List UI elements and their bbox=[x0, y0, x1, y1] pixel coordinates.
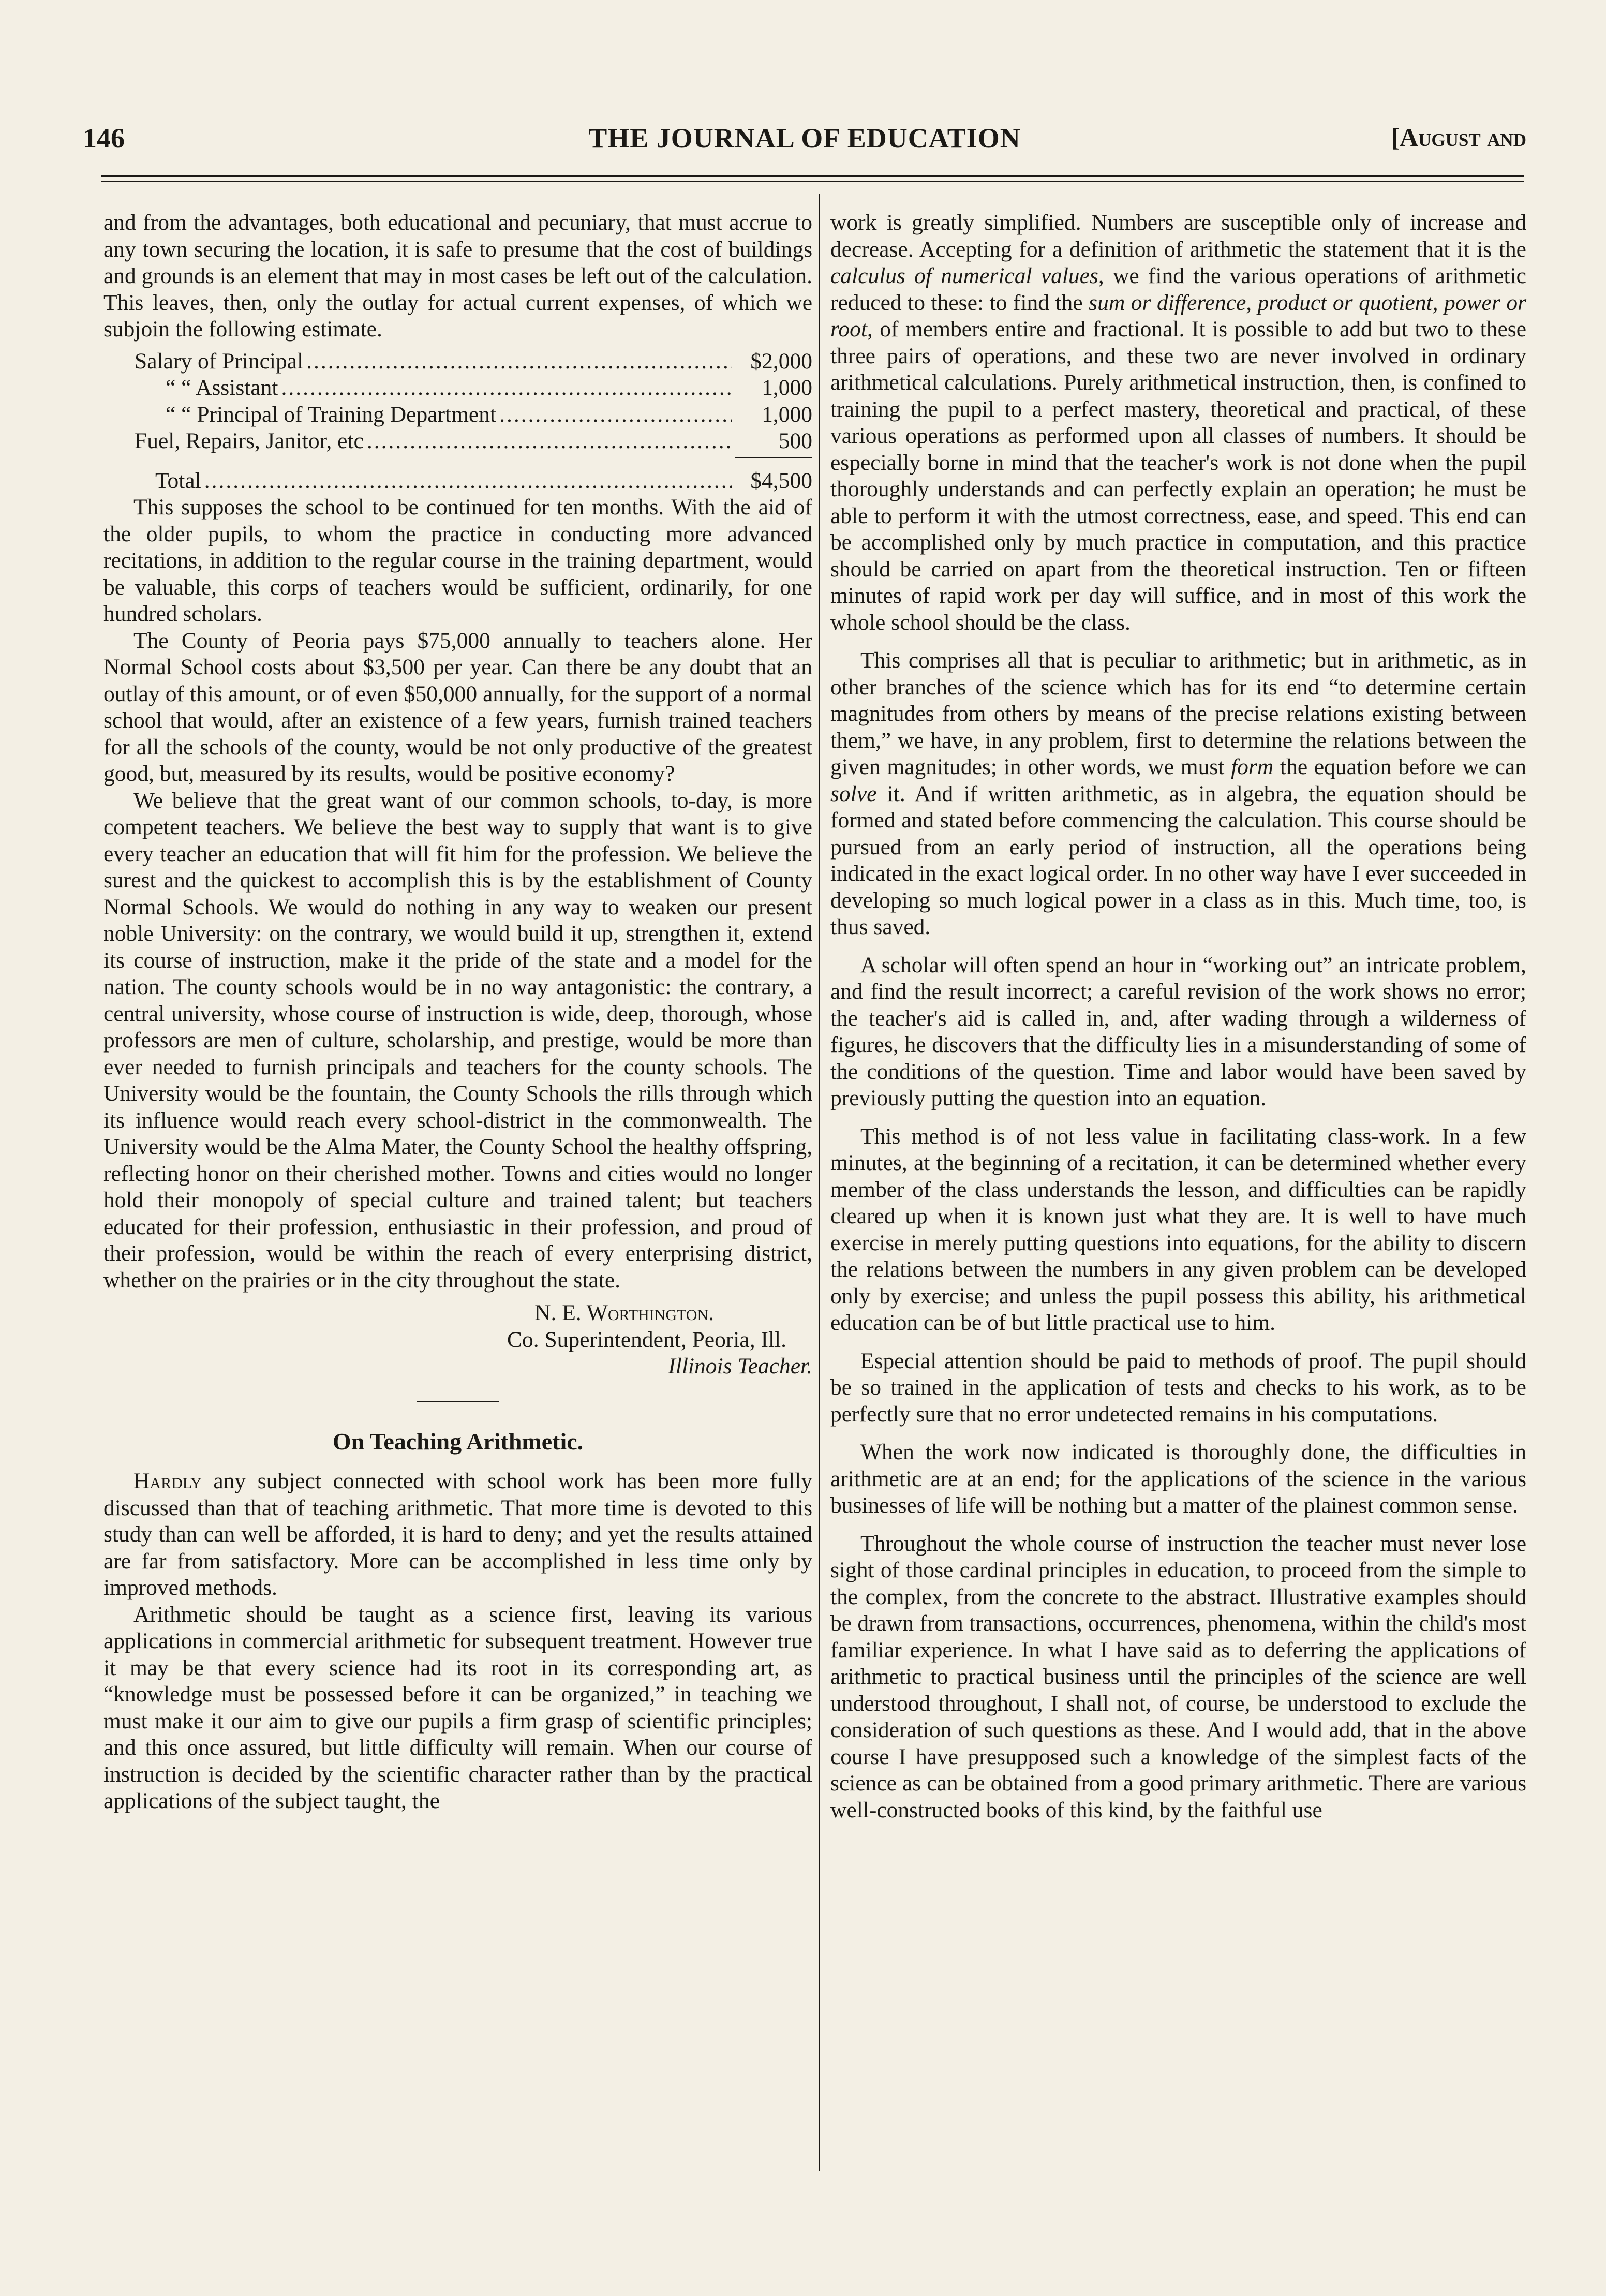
paragraph: A scholar will often spend an hour in “working out” an intricate problem, and find the result incorrect; a careful revision of the work shows no error; the teacher's aid is called in, and, after wading through a wilderness of figures, he discovers that the difficulty lies in a misunderstanding of some of the conditions of the question. Time and labor would have been saved by previously putting the question into an equation. bbox=[830, 952, 1526, 1110]
estimate-total-row bbox=[103, 468, 812, 495]
estimate-row bbox=[103, 402, 812, 428]
paragraph: Throughout the whole course of instruction the teacher must never lose sight of those cardinal principles in education, to proceed from the simple to the complex, from the concrete to the abstract. Illustrative examples should be drawn from transactions, occurrences, phenomena, within the child's most familiar experience. In what I have said as to deferring the applications of arithmetic to practical business until the principles of the science are well understood throughout, I shall not, of course, be understood to exclude the consideration of such questions as these. And I would add, that in the above course I have presupposed such a knowledge of the simplest facts of the science as can be obtained from a good primary arithmetic. There are various well-constructed books of this kind, by the faithful use bbox=[830, 1531, 1526, 1823]
column-divider bbox=[819, 194, 820, 2171]
estimate-row bbox=[103, 375, 812, 402]
total-label: Total bbox=[155, 468, 201, 493]
estimate-label: “ “ Assistant bbox=[166, 375, 278, 400]
journal-title: THE JOURNAL OF EDUCATION bbox=[588, 123, 1021, 154]
leader-dots bbox=[281, 375, 732, 402]
paragraph: The County of Peoria pays $75,000 annually to teachers alone. Her Normal School costs about $3,500 per year. Can there be any doubt that an outlay of this amount, or of even $50,000 annually, for the support of a normal school that would, after an existence of a few years, furnish trained teachers for all the schools of the county, would be not only productive of the greatest good, but, measured by its results, would be positive economy? bbox=[103, 628, 812, 786]
paragraph: This supposes the school to be continued for ten months. With the aid of the older pupils, to whom the practice in conducting more advanced recitations, in addition to the regular course in the training department, would be valuable, this corps of teachers would be sufficient, ordinarily, for one hundred scholars. bbox=[103, 495, 812, 626]
text-run: , we find the various operations of arithmetic reduced to these: to find the bbox=[830, 263, 1526, 315]
estimate-label: Fuel, Repairs, Janitor, etc bbox=[135, 428, 364, 453]
total-amount: $4,500 bbox=[750, 468, 812, 493]
text-run: it. And if written arithmetic, as in algebra, the equation should be formed and stated before commencing the calculation. This course should be pursued from an early period of instruction, all the operations being indicated in the exact logical order. In no other way have I ever succeeded in developing so much logical power in a class as in this. Much time, too, is thus saved. bbox=[830, 781, 1526, 939]
paragraph: Arithmetic should be taught as a science first, leaving its various applications in commercial arithmetic for subsequent treatment. However true it may be that every science had its root in its corresponding art, as “knowledge must be possessed before it can be organized,” in teaching we must make it our aim to give our pupils a firm grasp of scientific principles; and this once assured, but little difficulty will remain. When our course of instruction is decided by the scientific character rather than by the practical applications of the subject taught, the bbox=[103, 1602, 812, 1813]
page-header bbox=[83, 122, 1526, 164]
estimate-amount: $2,000 bbox=[750, 348, 812, 374]
text-run: This comprises all that is peculiar to arithmetic; but in arithmetic, as in other branches of the science which has for its end “to determine certain magnitudes from others by means of the precise relations existing between them,” we have, in any problem, first to determine the relations between the given magnitudes; in other words, we must bbox=[830, 648, 1526, 779]
section-title: On Teaching Arithmetic. bbox=[332, 1428, 584, 1455]
estimate-label: Salary of Principal bbox=[135, 348, 304, 374]
paragraph: Especial attention should be paid to methods of proof. The pupil should be so trained in the application of tests and checks to his work, as to be perfectly sure that no error undetected remains in his computations. bbox=[830, 1348, 1526, 1427]
right-column bbox=[830, 210, 1526, 1824]
paragraph: This method is of not less value in facilitating class-work. In a few minutes, at the beginning of a recitation, it can be determined whether every member of the class understands the lesson, and difficulties can be rapidly cleared up when it is known just what they are. It is well to have much exercise in merely putting questions into equations, for the ability to discern the relations between the numbers in any given problem can be developed only by exercise; and unless the pupil possess this ability, his arithmetical education can be of but little practical use to him. bbox=[830, 1123, 1526, 1335]
estimate-amount: 1,000 bbox=[762, 375, 812, 400]
signature-name: N. E. Worthington. bbox=[534, 1300, 714, 1325]
paragraph: When the work now indicated is thoroughly done, the difficulties in arithmetic are at an end; for the applications of the science in the various businesses of life will be nothing but a matter of the plainest common sense. bbox=[830, 1440, 1526, 1518]
text-run: , of members entire and fractional. It is possible to add but two to these three pairs of operations, and these two are never involved in ordinary arithmetical calculations. Purely arithmetical instruction, then, is confined to training the pupil to a perfect mastery, theoretical and practical, of these various operations as performed upon all classes of numbers. It should be especially borne in mind that the teacher's work is not done when the pupil thoroughly understands and can perfectly explain an operation; he must be able to perform it with the utmost correctness, ease, and speed. This end can be accomplished only by much practice in computation, and this practice should be carried on apart from the theoretical instruction. Ten or fifteen minutes of rapid work per day will suffice, and in most of this work the whole school should be the class. bbox=[830, 317, 1526, 635]
text-run: the equation before we can bbox=[1273, 754, 1526, 779]
italic-run: solve bbox=[830, 781, 877, 806]
page-number: 146 bbox=[83, 123, 125, 154]
signature-source: Illinois Teacher. bbox=[668, 1354, 812, 1379]
intro-paragraph: and from the advantages, both educational and pecuniary, that must accrue to any town securing the location, it is safe to presume that the cost of buildings and grounds is an element that may in most cases be left out of the calculation. This leaves, then, only the outlay for actual current expenses, of which we subjoin the following estimate. bbox=[103, 210, 812, 342]
italic-run: calculus of numerical values bbox=[830, 263, 1098, 288]
paragraph bbox=[103, 1468, 812, 1602]
leader-dots bbox=[204, 468, 732, 495]
total-rule bbox=[735, 457, 812, 458]
estimate-amount: 500 bbox=[778, 428, 812, 453]
italic-run: form bbox=[1231, 754, 1274, 779]
estimate-label: “ “ Principal of Training Department bbox=[166, 402, 497, 427]
estimate-table bbox=[103, 348, 812, 495]
header-rule-thick bbox=[101, 175, 1524, 177]
leader-dots bbox=[499, 402, 732, 428]
paragraph bbox=[830, 647, 1526, 941]
lead-word: Hardly bbox=[133, 1469, 202, 1493]
signature-title: Co. Superintendent, Peoria, Ill. bbox=[507, 1327, 786, 1352]
estimate-row bbox=[103, 348, 812, 375]
header-rule-thin bbox=[101, 181, 1524, 182]
leader-dots bbox=[306, 348, 732, 375]
leader-dots bbox=[367, 428, 732, 455]
issue-date: [August and bbox=[1391, 123, 1526, 152]
left-column bbox=[103, 210, 812, 1815]
estimate-amount: 1,000 bbox=[762, 402, 812, 427]
italic-run: sum or difference, product or quotient, power or root bbox=[830, 290, 1526, 342]
text-run: work is greatly simplified. Numbers are susceptible only of increase and decrease. Accepting for a definition of arithmetic the statement that it is the bbox=[830, 210, 1526, 262]
paragraph: We believe that the great want of our common schools, to-day, is more competent teachers. We believe the best way to supply that want is to give every teacher an education that will fit him for the profession. We believe the surest and the quickest to accomplish this is by the establishment of County Normal Schools. We would do nothing in any way to weaken our present noble University: on the contrary, we would build it up, strengthen it, extend its course of instruction, make it the pride of the state and a model for the nation. The county schools would be in no way antagonistic: the contrary, a central university, whose course of instruction is wide, deep, thorough, whose professors are men of culture, scholarship, and prestige, would be more than ever needed to furnish principals and teachers for the county schools. The University would be the fountain, the County Schools the rills through which its influence would reach every school-district in the commonwealth. The University would be the Alma Mater, the County School the healthy offspring, reflecting honor on their cherished mother. Towns and cities would no longer hold their monopoly of special culture and trained talent; but teachers educated for their profession, enthusiastic in their profession, and proud of their profession, would be within the reach of every enterprising district, whether on the prairies or in the city throughout the state. bbox=[103, 788, 812, 1293]
paragraph bbox=[830, 210, 1526, 636]
estimate-row bbox=[103, 428, 812, 455]
section-divider bbox=[417, 1401, 499, 1402]
paragraph-text: any subject connected with school work has been more fully discussed than that of teaching arithmetic. That more time is devoted to this study than can well be afforded, it is hard to deny; and yet the results attained are far from satisfactory. More can be accomplished in less time only by improved methods. bbox=[103, 1469, 813, 1600]
